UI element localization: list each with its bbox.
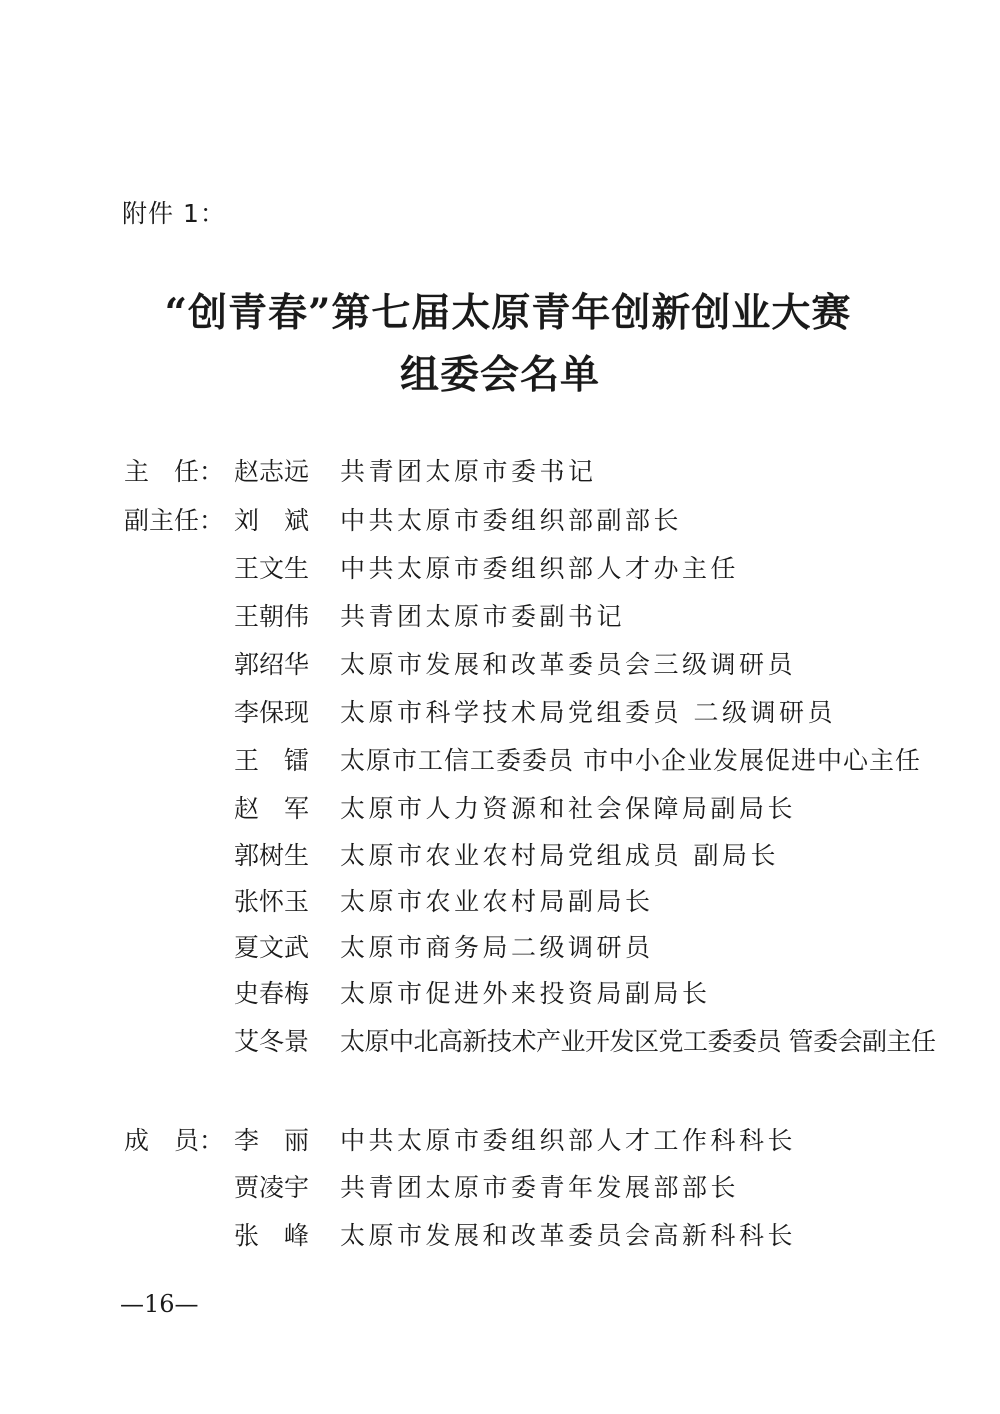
roster-post: 太原市发展和改革委员会高新科科长 xyxy=(340,1221,797,1250)
roster-post: 太原中北高新技术产业开发区党工委委员 管委会副主任 xyxy=(340,1027,936,1056)
roster-name: 贾凌宇 xyxy=(234,1173,310,1202)
document-title-line-2: 组委会名单 xyxy=(399,352,600,398)
roster-name: 夏文武 xyxy=(234,933,310,962)
roster-name: 赵志远 xyxy=(234,457,310,486)
roster-name: 艾冬景 xyxy=(234,1027,310,1056)
roster-name: 王文生 xyxy=(234,554,310,583)
roster-name: 郭树生 xyxy=(234,841,310,870)
roster-post: 太原市农业农村局党组成员 副局长 xyxy=(340,841,779,870)
roster-post: 中共太原市委组织部人才工作科科长 xyxy=(340,1126,797,1155)
roster-post: 中共太原市委组织部副部长 xyxy=(340,506,683,535)
roster-post: 太原市工信工委委员 市中小企业发展促进中心主任 xyxy=(340,746,921,775)
roster-name: 张 峰 xyxy=(234,1221,310,1250)
roster-name: 王朝伟 xyxy=(234,602,310,631)
roster-name: 赵 军 xyxy=(234,794,310,823)
roster-name: 李保现 xyxy=(234,698,310,727)
roster-name: 刘 斌 xyxy=(234,506,310,535)
document-title-line-1: “创青春”第七届太原青年创新创业大赛 xyxy=(164,290,852,336)
roster-name: 史春梅 xyxy=(234,979,310,1008)
roster-post: 太原市促进外来投资局副局长 xyxy=(340,979,711,1008)
roster-post: 共青团太原市委青年发展部部长 xyxy=(340,1173,740,1202)
roster-name: 李 丽 xyxy=(234,1126,310,1155)
attachment-label: 附件 1： xyxy=(122,199,226,228)
roster-name: 张怀玉 xyxy=(234,887,310,916)
roster-post: 中共太原市委组织部人才办主任 xyxy=(340,554,740,583)
roster-role: 成 员： xyxy=(124,1126,225,1155)
roster-post: 太原市农业农村局副局长 xyxy=(340,887,654,916)
roster-post: 太原市发展和改革委员会三级调研员 xyxy=(340,650,797,679)
roster-name: 郭绍华 xyxy=(234,650,310,679)
roster-role: 副主任： xyxy=(124,506,225,535)
roster-name: 王 镭 xyxy=(234,746,310,775)
roster-post: 太原市商务局二级调研员 xyxy=(340,933,654,962)
page-number: —16— xyxy=(120,1290,199,1318)
roster-post: 太原市科学技术局党组委员 二级调研员 xyxy=(340,698,836,727)
roster-post: 共青团太原市委书记 xyxy=(340,457,597,486)
roster-post: 太原市人力资源和社会保障局副局长 xyxy=(340,794,797,823)
roster-role: 主 任： xyxy=(124,457,225,486)
roster-post: 共青团太原市委副书记 xyxy=(340,602,626,631)
